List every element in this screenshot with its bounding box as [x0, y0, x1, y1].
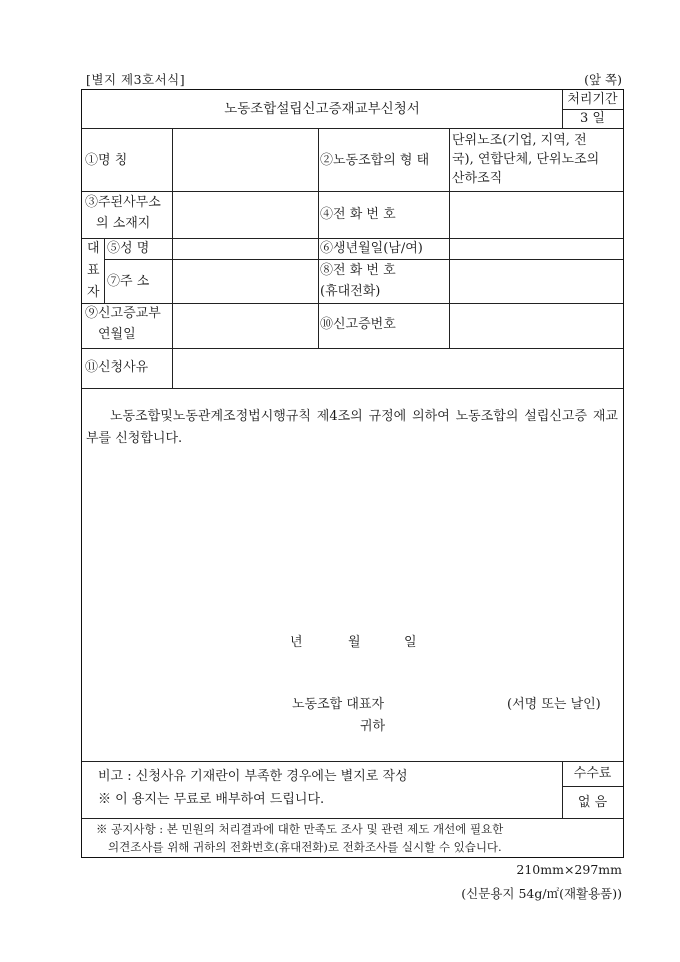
fee-value: 없 음: [577, 795, 608, 810]
representative-phone-label: ⑧전 화 번 호: [320, 263, 396, 278]
date-month: 월: [348, 635, 361, 650]
issue-date-label: ⑨신고증교부: [85, 306, 161, 321]
representative-name-label: ⑤성 명: [107, 241, 150, 256]
fee-label: 수수료: [573, 766, 612, 781]
application-form: [81, 89, 624, 858]
representative-char-1: 대: [87, 241, 100, 256]
request-reason-label: ⑪신청사유: [85, 360, 149, 375]
paper-spec: (신문용지 54g/㎡(재활용품)): [461, 886, 622, 901]
date-year: 년: [290, 635, 303, 650]
union-name-label: ①명 칭: [85, 153, 128, 168]
representative-char-2: 표: [87, 263, 100, 278]
birthdate-gender-label: ⑥생년월일(남/여): [320, 241, 423, 256]
notice-line1: ※ 공지사항 : 본 민원의 처리결과에 대한 만족도 조사 및 관련 제도 개선에 필요한: [96, 822, 504, 836]
union-form-value-line1: 단위노조(기업, 지역, 전: [452, 133, 587, 148]
form-title: 노동조합설립신고증재교부신청서: [224, 101, 420, 117]
office-address-label-line2: 의 소재지: [96, 216, 151, 231]
remarks-line1: 비고 : 신청사유 기재란이 부족한 경우에는 별지로 작성: [98, 769, 408, 784]
representative-char-3: 자: [87, 285, 100, 300]
union-form-label: ②노동조합의 형 태: [320, 153, 430, 168]
applicant-representative: 노동조합 대표자: [292, 697, 385, 712]
union-form-value-line2: 국), 연합단체, 단위노조의: [452, 152, 600, 167]
issue-date-label-line2: 연월일: [98, 327, 136, 342]
request-statement: 노동조합및노동관계조정법시행규칙 제4조의 규정에 의하여 노동조합의 설립신고증 재교부를 신청합니다.: [86, 409, 618, 446]
representative-mobile-label: (휴대전화): [320, 284, 381, 299]
date-day: 일: [404, 635, 417, 650]
signature-or-seal: (서명 또는 날인): [507, 697, 601, 712]
certificate-number-label: ⑩신고증번호: [320, 317, 396, 332]
form-number: [별지 제3호서식]: [86, 72, 186, 87]
addressee: 귀하: [360, 719, 386, 734]
representative-address-label: ⑦주 소: [107, 274, 150, 289]
office-address-label: ③주된사무소: [85, 195, 161, 210]
processing-period-label: 처리기간: [567, 92, 618, 107]
notice-line2: 의견조사를 위해 귀하의 전화번호(휴대전화)로 전화조사를 실시할 수 있습니다.: [108, 840, 502, 854]
processing-period-value: 3 일: [580, 111, 605, 126]
office-phone-label: ④전 화 번 호: [320, 207, 396, 222]
remarks-line2: ※ 이 용지는 무료로 배부하여 드립니다.: [98, 792, 325, 807]
union-form-value-line3: 산하조직: [452, 171, 503, 186]
page-side-label: (앞 쪽): [584, 72, 622, 87]
paper-size: 210mm×297mm: [516, 862, 622, 877]
